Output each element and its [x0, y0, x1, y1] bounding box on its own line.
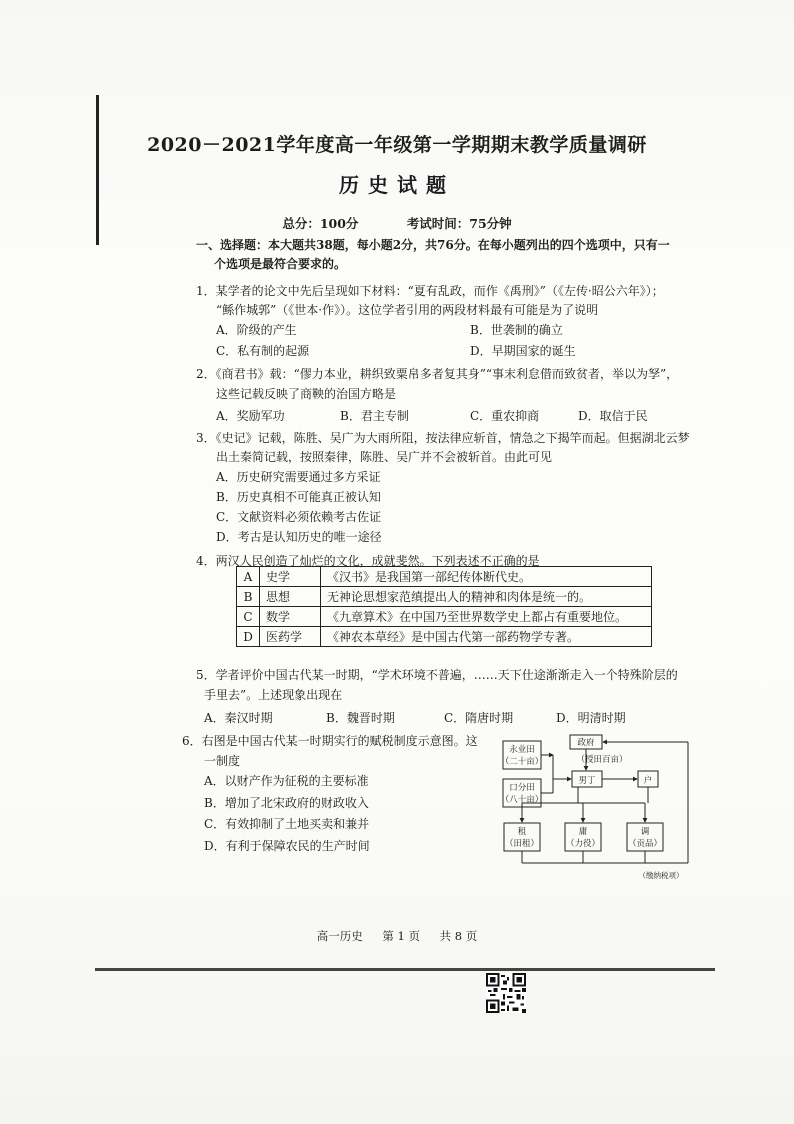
q4-row-desc: 《九章算术》在中国乃至世界数学史上都占有重要地位。	[321, 607, 652, 627]
q6-option-b[interactable]: B．增加了北宋政府的财政收入	[204, 796, 369, 810]
q4-row-field: 思想	[260, 587, 321, 607]
q3-stem-line1: 3．《史记》记载，陈胜、吴广为大雨所阻，按法律应斩首，情急之下揭竿而起。但据湖北云梦	[196, 431, 690, 445]
koufen-sub: （八十亩）	[500, 795, 544, 805]
q1-option-c[interactable]: C．私有制的起源	[216, 344, 310, 358]
gov-label: 政府	[577, 738, 595, 748]
q5-option-a[interactable]: A．秦汉时期	[204, 711, 273, 725]
zu-sub: （田租）	[504, 839, 540, 849]
scan-edge-bottom	[95, 968, 715, 971]
q4-row-field: 医药学	[260, 627, 321, 647]
diagram-note: （缴纳税项）	[638, 871, 684, 880]
q1-option-a[interactable]: A．阶级的产生	[216, 323, 297, 337]
q4-options-table	[236, 566, 652, 647]
footer-page: 第 1 页	[382, 929, 420, 943]
qr-code-icon	[486, 973, 526, 1013]
q3-option-c[interactable]: C．文献资料必须依赖考古佐证	[216, 510, 382, 524]
q2-stem-line1: 2．《商君书》载：“僇力本业，耕织致粟帛多者复其身”“事末利怠借而致贫者，举以为孥”，	[196, 367, 679, 381]
footer-total: 共 8 页	[439, 929, 478, 943]
q3-option-b[interactable]: B．历史真相不可能真正被认知	[216, 490, 381, 504]
q3-option-d[interactable]: D．考古是认知历史的唯一途径	[216, 530, 382, 544]
q4-stem: 4．两汉人民创造了灿烂的文化，成就斐然。下列表述不正确的是	[196, 554, 540, 568]
q4-row-key: A	[237, 567, 260, 587]
q1-stem-line1: 1．某学者的论文中先后呈现如下材料：“夏有乱政，而作《禹刑》”（《左传·昭公六年》）；	[196, 284, 664, 298]
subject-title: 历史试题	[339, 173, 455, 197]
footer-course: 高一历史	[316, 929, 363, 943]
page-footer	[0, 928, 794, 944]
q5-option-c[interactable]: C．隋唐时期	[444, 711, 514, 725]
q2-option-b[interactable]: B．君主专制	[340, 409, 409, 423]
exam-meta	[0, 214, 794, 232]
q2-stem-line2: 这些记载反映了商鞅的治国方略是	[216, 387, 397, 401]
yongye-sub: （二十亩）	[500, 757, 544, 767]
exam-title: 2020－2021学年度高一年级第一学期期末教学质量调研	[147, 134, 647, 156]
section-intro-line2: 个选项是最符合要求的。	[214, 257, 347, 271]
total-score: 总分：100分	[282, 216, 359, 231]
q1-option-b[interactable]: B．世袭制的确立	[470, 323, 563, 337]
tax-system-diagram	[498, 733, 698, 883]
q3-stem-line2: 出土秦简记载，按照秦律，陈胜、吴广并不会被斩首。由此可见	[216, 450, 553, 464]
koufen-label: 口分田	[509, 783, 535, 793]
q1-option-d[interactable]: D．早期国家的诞生	[470, 344, 576, 358]
q2-option-a[interactable]: A．奖励军功	[216, 409, 285, 423]
q5-stem-line1: 5．学者评价中国古代某一时期，“学术环境不普遍，……天下仕途渐渐走入一个特殊阶层的	[196, 668, 678, 682]
gov-sub: （授田百亩）	[576, 755, 628, 765]
household-label: 户	[643, 776, 653, 786]
q4-row-desc: 《汉书》是我国第一部纪传体断代史。	[321, 567, 652, 587]
section-intro-line1: 一、选择题：本大题共38题，每小题2分，共76分。在每小题列出的四个选项中，只有一	[196, 238, 670, 252]
q4-row-key: B	[237, 587, 260, 607]
yong-label: 庸	[578, 827, 588, 837]
yongye-label: 永业田	[509, 745, 535, 755]
q4-row-key: D	[237, 627, 260, 647]
q4-row-desc: 无神论思想家范缜提出人的精神和肉体是统一的。	[321, 587, 652, 607]
q5-option-b[interactable]: B．魏晋时期	[326, 711, 395, 725]
q4-row-d[interactable]	[237, 627, 652, 647]
q2-option-c[interactable]: C．重农抑商	[470, 409, 540, 423]
q4-row-field: 史学	[260, 567, 321, 587]
q6-stem-line2: 一制度	[204, 754, 241, 768]
q4-row-key: C	[237, 607, 260, 627]
q4-row-field: 数学	[260, 607, 321, 627]
q4-row-desc: 《神农本草经》是中国古代第一部药物学专著。	[321, 627, 652, 647]
q6-option-d[interactable]: D．有利于保障农民的生产时间	[204, 839, 370, 853]
q5-stem-line2: 手里去”。上述现象出现在	[204, 688, 343, 702]
yong-sub: （力役）	[565, 839, 601, 849]
zu-label: 租	[517, 827, 527, 837]
q6-option-c[interactable]: C．有效抑制了土地买卖和兼并	[204, 817, 370, 831]
q6-option-a[interactable]: A．以财产作为征税的主要标准	[204, 774, 369, 788]
q3-option-a[interactable]: A．历史研究需要通过多方采证	[216, 470, 381, 484]
q4-row-c[interactable]	[237, 607, 652, 627]
diao-sub: （贡品）	[627, 839, 663, 849]
q1-stem-line2: “鲧作城郭”（《世本·作》）。这位学者引用的两段材料最有可能是为了说明	[216, 303, 599, 317]
q5-option-d[interactable]: D．明清时期	[556, 711, 626, 725]
diao-label: 调	[640, 827, 650, 837]
q2-option-d[interactable]: D．取信于民	[578, 409, 648, 423]
q4-row-b[interactable]	[237, 587, 652, 607]
male-label: 男丁	[578, 776, 596, 786]
exam-time: 考试时间：75分钟	[406, 216, 512, 231]
q6-stem-line1: 6．右图是中国古代某一时期实行的赋税制度示意图。这	[182, 734, 478, 748]
q4-row-a[interactable]	[237, 567, 652, 587]
